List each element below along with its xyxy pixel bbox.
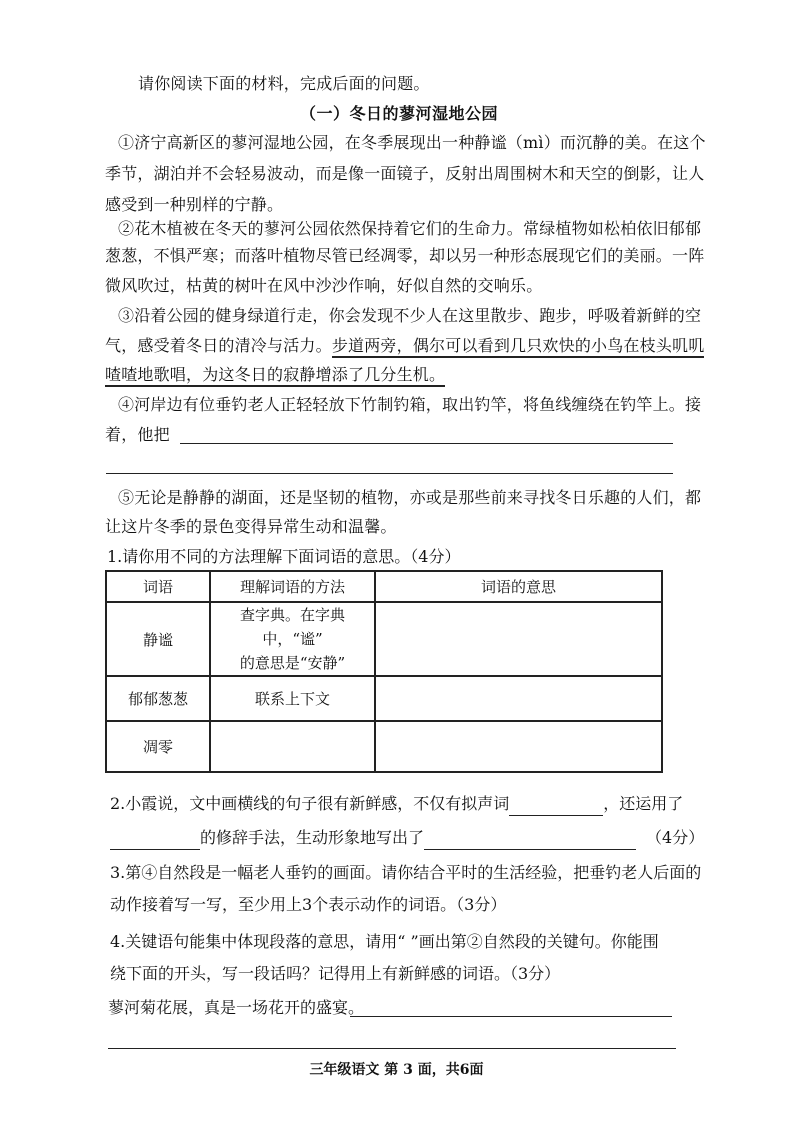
question-4-line-1: 4.关键语句能集中体现段落的意思，请用“ ”画出第②自然段的关键句。你能围: [110, 932, 659, 951]
meaning-answer-cell[interactable]: [375, 676, 662, 721]
reading-instruction: 请你阅读下面的材料，完成后面的问题。: [138, 74, 430, 93]
header-meaning: 词语的意思: [375, 571, 662, 602]
question-2-part-2: ，还运用了: [603, 794, 684, 813]
table-row: [106, 676, 662, 721]
continuation-blank-line-2[interactable]: [106, 473, 673, 474]
method-answer-cell[interactable]: [210, 721, 375, 772]
passage-title: （一）冬日的蓼河湿地公园: [300, 104, 499, 123]
passage-line-11: 着，他把: [105, 425, 170, 444]
passage-line-4: ②花木植被在冬天的蓼河公园依然保持着它们的生命力。常绿植物如松柏依旧郁郁: [118, 219, 702, 238]
method-text: [211, 603, 374, 675]
method-text-line-1: 查字典。在字典中，“谧”: [239, 606, 345, 648]
question-2-line-1: [110, 792, 684, 816]
table-row: [106, 721, 662, 772]
continuation-blank-line-1[interactable]: [180, 443, 673, 444]
footer-divider: [108, 1048, 676, 1049]
passage-line-13: 让这片冬季的景色变得异常生动和温馨。: [105, 517, 397, 536]
table-row: [106, 602, 662, 676]
passage-line-6: 微风吹过，枯黄的树叶在风中沙沙作响，好似自然的交响乐。: [105, 276, 543, 295]
word-cell: 凋零: [106, 721, 210, 772]
passage-line-8-plain: 气，感受着冬日的清冷与活力。: [105, 336, 332, 355]
passage-line-9: [105, 363, 675, 387]
question-1: 1.请你用不同的方法理解下面词语的意思。（4分）: [107, 547, 461, 566]
passage-line-7: ③沿着公园的健身绿道行走，你会发现不少人在这里散步、跑步，呼吸着新鲜的空: [118, 306, 702, 325]
meaning-answer-cell[interactable]: [375, 721, 662, 772]
header-word: 词语: [106, 571, 210, 602]
question-2-part-3: 的修辞手法，生动形象地写出了: [200, 828, 425, 847]
writing-blank-line-1[interactable]: [350, 1016, 672, 1017]
question-2-line-2: [110, 826, 705, 850]
vocabulary-table: [105, 570, 663, 773]
question-2-part-1: 2.小霞说，文中画横线的句子很有新鲜感，不仅有拟声词: [110, 794, 510, 813]
question-4-opening: 蓼河菊花展，真是一场花开的盛宴。: [108, 998, 365, 1017]
passage-line-8: [105, 334, 705, 358]
underlined-sentence-part-2: 喳喳地歌唱，为这冬日的寂静增添了几分生机。: [105, 365, 445, 387]
question-3-line-2: 动作接着写一写，至少用上3个表示动作的词语。（3分）: [110, 895, 507, 914]
passage-line-12: ⑤无论是静静的湖面，还是坚韧的植物，亦或是那些前来寻找冬日乐趣的人们，都: [118, 488, 702, 507]
passage-line-1: ①济宁高新区的蓼河湿地公园，在冬季展现出一种静谧（mì）而沉静的美。在这个: [118, 133, 706, 152]
word-cell: 静谧: [106, 602, 210, 676]
description-answer-blank[interactable]: [424, 831, 636, 850]
header-method: 理解词语的方法: [210, 571, 375, 602]
word-cell: 郁郁葱葱: [106, 676, 210, 721]
underlined-sentence-part-1: 步道两旁，偶尔可以看到几只欢快的小鸟在枝头叽叽: [332, 336, 705, 358]
onomatopoeia-answer-blank[interactable]: [509, 797, 603, 816]
method-text-line-2: 的意思是“安静”: [239, 654, 346, 672]
passage-line-5: 葱葱，不惧严寒；而落叶植物尽管已经凋零，却以另一种形态展现它们的美丽。一阵: [105, 246, 705, 265]
passage-line-3: 感受到一种别样的宁静。: [105, 195, 284, 214]
passage-line-10: ④河岸边有位垂钓老人正轻轻放下竹制钓箱，取出钓竿，将鱼线缠绕在钓竿上。接: [118, 395, 702, 414]
question-2-score: （4分）: [646, 828, 705, 847]
rhetoric-answer-blank[interactable]: [110, 831, 200, 850]
question-4-line-2: 绕下面的开头，写一段话吗？记得用上有新鲜感的词语。（3分）: [110, 964, 561, 983]
meaning-answer-cell[interactable]: [375, 602, 662, 676]
question-3-line-1: 3.第④自然段是一幅老人垂钓的画面。请你结合平时的生活经验，把垂钓老人后面的: [110, 863, 702, 882]
page-footer: 三年级语文 第 3 面，共6面: [309, 1062, 484, 1078]
passage-line-2: 季节，湖泊并不会轻易波动，而是像一面镜子，反射出周围树木和天空的倒影，让人: [105, 164, 705, 183]
method-cell: 联系上下文: [210, 676, 375, 721]
method-cell: [210, 602, 375, 676]
